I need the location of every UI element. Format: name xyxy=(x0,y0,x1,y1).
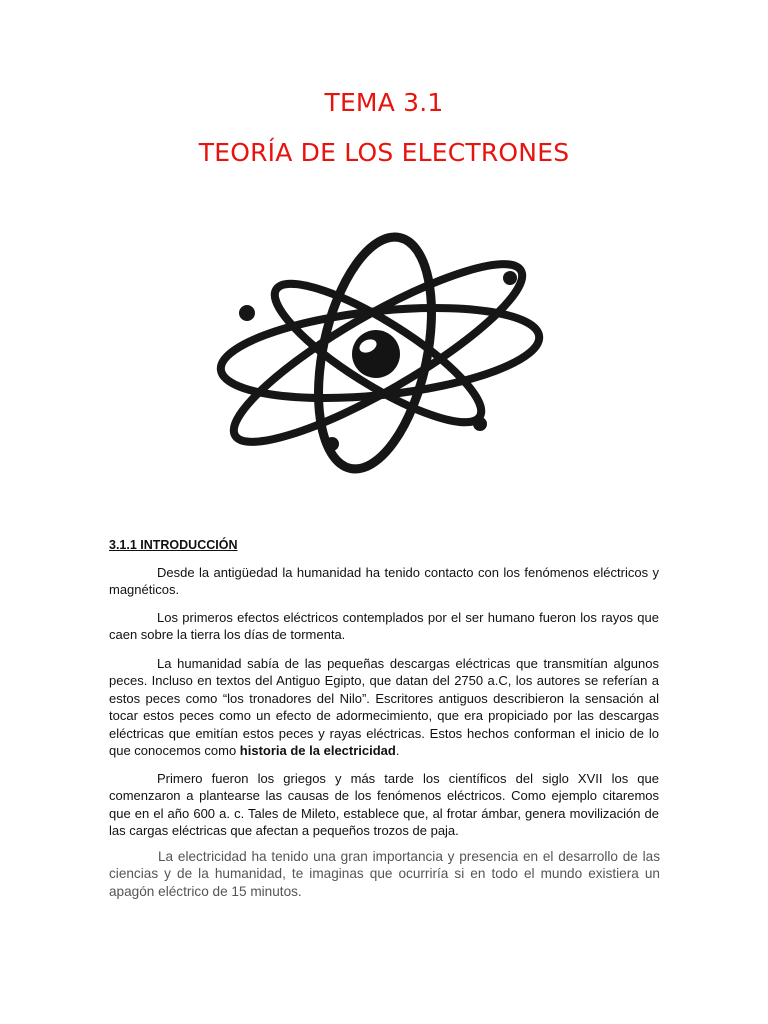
paragraph-3-text: La humanidad sabía de las pequeñas descargas eléctricas que transmitían algunos peces. Incluso en textos del Antiguo Egipto, que datan del 2750 a.C, los autores se referían a estos peces como “los tronadores del Nilo”. Escritores antiguos describieron la sensación al tocar estos peces como un efecto de adormecimiento, que era propiciado por las descargas eléctricas que emitían estos peces y rayas eléctricas. Estos hechos conforman el inicio de lo que conocemos como xyxy=(109,656,659,759)
paragraph-5 xyxy=(109,848,660,900)
paragraph-3-bold: historia de la electricidad xyxy=(239,743,396,759)
page-subtitle: TEORÍA DE LOS ELECTRONES xyxy=(198,138,570,167)
paragraph-2 xyxy=(109,609,659,644)
paragraph-3-end: . xyxy=(395,743,400,759)
section-heading: 3.1.1 INTRODUCCIÓN xyxy=(109,538,238,552)
paragraph-4-text: Primero fueron los griegos y más tarde los científicos del siglo XVII los que comenzaron a plantearse las causas de los fenómenos eléctricos. Como ejemplo citaremos que en el año 600 a. c. Tales de Mileto, establece que, al frotar ámbar, genera movilización de las cargas eléctricas que afectan a pequeños trozos de paja. xyxy=(109,771,659,839)
paragraph-4 xyxy=(109,770,659,840)
paragraph-2-text: Los primeros efectos eléctricos contemplados por el ser humano fueron los rayos que caen sobre la tierra los días de tormenta. xyxy=(109,610,659,643)
paragraph-5-text: La electricidad ha tenido una gran importancia y presencia en el desarrollo de las ciencias y de la humanidad, te imaginas que ocurriría si en todo el mundo existiera un apagón eléctrico de 15 minutos. xyxy=(109,849,660,899)
paragraph-3 xyxy=(109,655,659,759)
atom-icon xyxy=(210,228,560,488)
paragraph-1 xyxy=(109,564,659,599)
page-title: TEMA 3.1 xyxy=(324,88,444,117)
paragraph-1-text: Desde la antigüedad la humanidad ha tenido contacto con los fenómenos eléctricos y magnéticos. xyxy=(109,565,659,598)
